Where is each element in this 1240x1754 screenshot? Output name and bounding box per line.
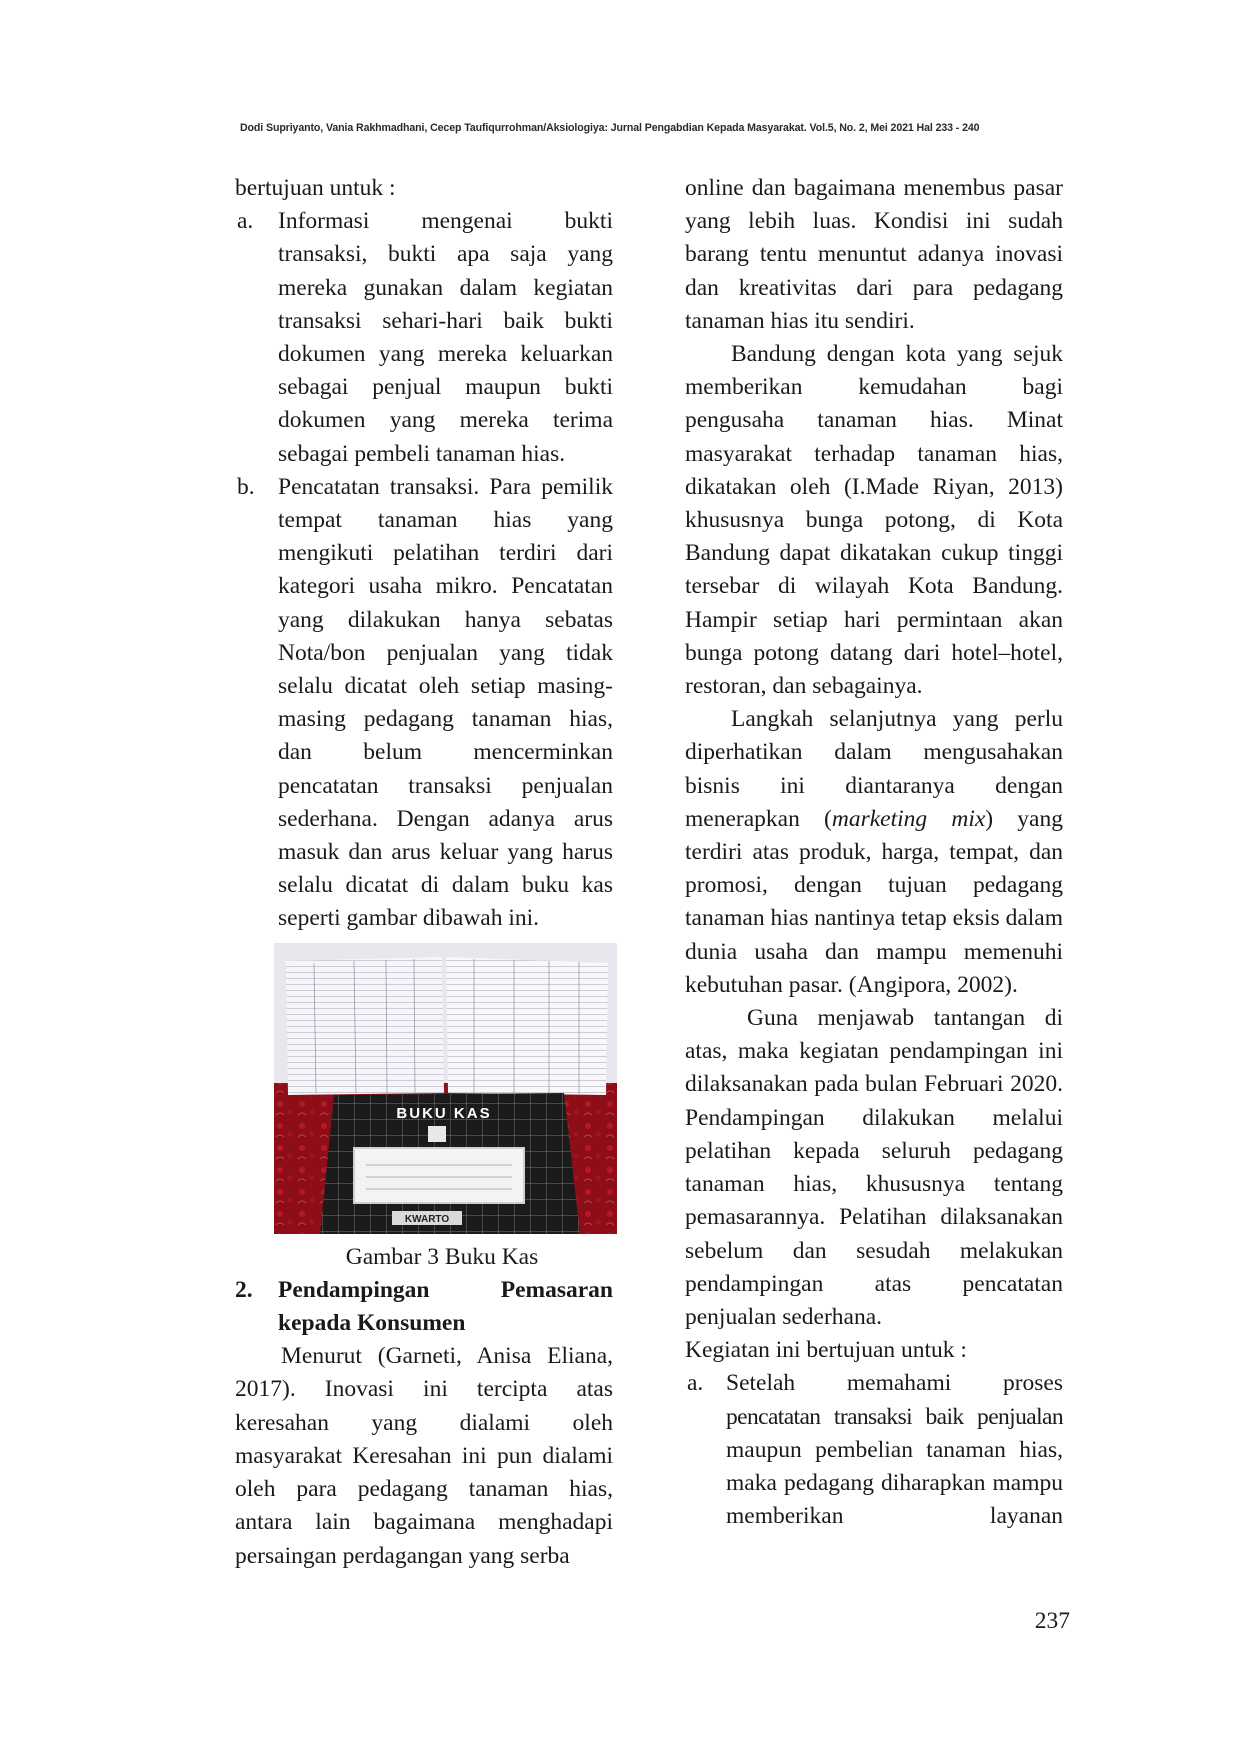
right-list-item-a bbox=[685, 1367, 1063, 1533]
paragraph-guna: Guna menjawab tantangan di atas, maka kegiatan pendampingan ini dilaksanakan pada bulan Februari 2020. Pendampingan dilakukan melalui pelatihan kepada seluruh pedagang tanaman hias, khususnya tentang pemasarannya. Pelatihan dilaksanakan sebelum dan sesudah melakukan pendampingan atas pencatatan penjualan sederhana. bbox=[685, 1005, 1063, 1330]
paragraph-kegiatan: Kegiatan ini bertujuan untuk : bbox=[685, 1337, 967, 1364]
left-column bbox=[235, 172, 613, 1573]
page-number: 237 bbox=[1034, 1608, 1070, 1634]
langkah-text-end: ) yang terdiri atas produk, harga, tempat, dan promosi, dengan tujuan pedagang tanaman hias nantinya tetap eksis dalam dunia usaha dan mampu memenuhi kebutuhan pasar. (Angipora, 2002). bbox=[685, 805, 1063, 998]
cover-brand: KWARTO bbox=[404, 1213, 450, 1225]
section-heading bbox=[235, 1274, 613, 1340]
langkah-italic-term: marketing mix bbox=[831, 805, 986, 832]
paragraph-bandung: Bandung dengan kota yang sejuk memberikan kemudahan bagi pengusaha tanaman hias. Minat masyarakat terhadap tanaman hias, dikatakan oleh (I.Made Riyan, 2013) khususnya bunga potong, di Kota Bandung dapat dikatakan cukup tinggi tersebar di wilayah Kota Bandung. Hampir setiap hari permintaan akan bunga potong datang dari hotel–hotel, restoran, dan sebagainya. bbox=[685, 341, 1063, 700]
langkah-text-start: Langkah selanjutnya yang perlu diperhatikan dalam mengusahakan bisnis ini diantaranya dengan menerapkan ( bbox=[685, 706, 1063, 832]
list-item-text: Pencatatan transaksi. Para pemilik tempat tanaman hias yang mengikuti pelatihan terdiri dari kategori usaha mikro. Pencatatan yang dilakukan hanya sebatas Nota/bon penjualan yang tidak selalu dicatat oleh setiap masing-masing pedagang tanaman hias, dan belum mencerminkan pencatatan transaksi penjualan sederhana. Dengan adanya arus masuk dan arus keluar yang harus selalu dicatat di dalam buku kas seperti gambar dibawah ini. bbox=[278, 473, 613, 932]
list-marker: a. bbox=[237, 208, 254, 235]
paragraph-menurut: Menurut (Garneti, Anisa Eliana, 2017). Inovasi ini tercipta atas keresahan yang dialami oleh masyarakat Keresahan ini pun dialami oleh para pedagang tanaman hias, antara lain bagaimana menghadapi persaingan perdagangan yang serba bbox=[235, 1343, 613, 1569]
paragraph-online: online dan bagaimana menembus pasar yang lebih luas. Kondisi ini sudah barang tentu menuntut adanya inovasi dan kreativitas dari para pedagang tanaman hias itu sendiri. bbox=[685, 175, 1063, 334]
paragraph-langkah bbox=[685, 703, 1063, 1002]
list-marker: b. bbox=[237, 473, 255, 500]
section-title-line2: kepada Konsumen bbox=[278, 1310, 466, 1337]
figure-caption: Gambar 3 Buku Kas bbox=[345, 1243, 539, 1270]
list-marker: a. bbox=[687, 1370, 704, 1397]
section-title-line1: Pendampingan Pemasaran bbox=[278, 1276, 613, 1303]
buku-kas-illustration bbox=[274, 943, 617, 1234]
list-item-b bbox=[235, 471, 613, 936]
list-item-line1: Setelah memahami proses bbox=[726, 1370, 1063, 1397]
list-item-text: Informasi mengenai bukti transaksi, bukti apa saja yang mereka gunakan dalam kegiatan transaksi sehari-hari baik bukti dokumen yang mereka keluarkan sebagai penjual maupun bukti dokumen yang mereka terima sebagai pembeli tanaman hias. bbox=[278, 208, 613, 467]
right-column bbox=[685, 172, 1063, 1533]
buku-kas-photo bbox=[274, 943, 617, 1234]
list-item-line2: pencatatan transaksi baik penjualan bbox=[726, 1403, 1063, 1430]
list-item-a bbox=[235, 205, 613, 471]
intro-text: bertujuan untuk : bbox=[235, 175, 396, 201]
cover-title: BUKU KAS bbox=[396, 1104, 492, 1122]
running-header: Dodi Supriyanto, Vania Rakhmadhani, Cecep Taufiqurrohman/Aksiologiya: Jurnal Pengabdian Kepada Masyarakat. Vol.5, No. 2, Mei 2021 Hal 233 - 240 bbox=[240, 122, 980, 134]
list-item-rest: maupun pembelian tanaman hias, maka pedagang diharapkan mampu memberikan layanan bbox=[726, 1436, 1063, 1530]
section-number: 2. bbox=[235, 1276, 253, 1303]
